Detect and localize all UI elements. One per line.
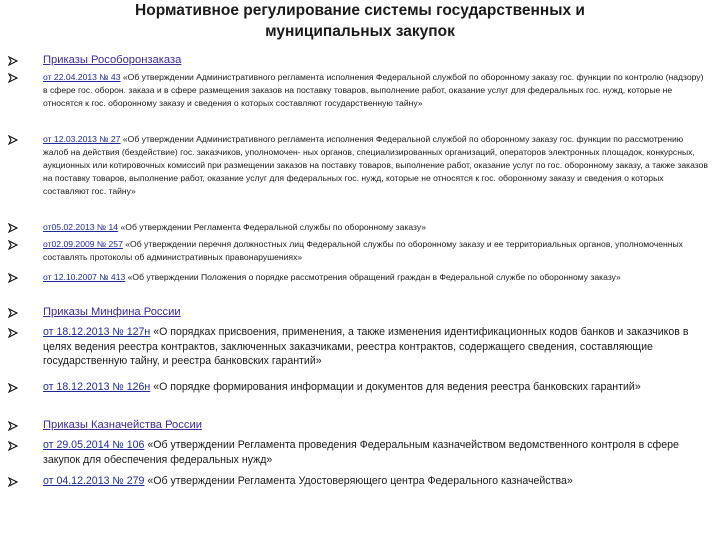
order-link[interactable]: от 18.12.2013 № 126н (43, 381, 151, 393)
arrow-bullet-icon (8, 73, 18, 83)
section-heading-kaznacheistvo[interactable]: Приказы Казначейства России (43, 419, 202, 431)
order-link[interactable]: от 18.12.2013 № 127н (43, 326, 151, 338)
order-description: «Об утверждении Положения о порядке рассмотрения обращений граждан в Федеральной службе по оборонному заказу» (125, 272, 621, 282)
order-description: «Об утверждении Регламента Федеральной службы по оборонному заказу» (118, 222, 427, 232)
order-link[interactable]: от 04.12.2013 № 279 (43, 475, 145, 487)
arrow-bullet-icon (8, 223, 18, 233)
order-link[interactable]: от05.02.2013 № 14 (43, 222, 119, 232)
arrow-bullet-icon (8, 328, 18, 338)
order-description: «Об утверждении перечня должностных лиц Федеральной службы по оборонному заказу и ее территориальных органов, уполномоченных составлять протоколы об административных правонарушениях» (43, 239, 683, 262)
arrow-bullet-icon (8, 240, 18, 250)
title-line-2: муниципальных закупок (265, 23, 455, 40)
order-link[interactable]: от 29.05.2014 № 106 (43, 439, 145, 451)
arrow-bullet-icon (8, 383, 18, 393)
order-description: «Об утверждении Регламента проведения Федеральным казначейством ведомственного контроля в сфере закупок для обеспечения федеральных нужд» (43, 439, 679, 466)
section-heading-rosoboronzakaz[interactable]: Приказы Рособоронзаказа (43, 54, 182, 66)
order-link[interactable]: от 22.04.2013 № 43 (43, 72, 121, 82)
arrow-bullet-icon (8, 421, 18, 431)
order-description: «Об утверждении Административного регламента исполнения Федеральной службой по оборонному заказу гос. функции по рассмотрению жалоб на действия (бездействие) гос. заказчиков, уполномочен- ных органов, специализированных организаций, операторов электронных площадок, конкурсных, аукционных или котировочных комиссий при размещении заказов на поставку товаров, выполнение работ, оказание услуг по гос. оборонному заказу, а также заказов на поставку товаров, выполнение работ, оказание услуг для федеральных гос. нужд, которые не относятся к гос. оборонному заказу и сведения о которых составляют гос. тайну» (43, 134, 708, 196)
arrow-bullet-icon (8, 441, 18, 451)
arrow-bullet-icon (8, 308, 18, 318)
order-description: «Об утверждении Административного регламента исполнения Федеральной службой по оборонному заказу гос. функции по контролю (надзору) в сфере гос. оборон. заказа и в сфере размещения заказов на поставку товаров, выполнение работ, оказание услуг для федеральных гос. нужд, которые не относятся к гос. оборонному заказу и сведения о которых составляют государственную тайну» (43, 72, 704, 108)
section-heading-minfin[interactable]: Приказы Минфина России (43, 306, 181, 318)
order-link[interactable]: от 12.03.2013 № 27 (43, 134, 121, 144)
arrow-bullet-icon (8, 273, 18, 283)
order-link[interactable]: от02.09.2009 № 257 (43, 239, 123, 249)
arrow-bullet-icon (8, 56, 18, 66)
arrow-bullet-icon (8, 135, 18, 145)
arrow-bullet-icon (8, 477, 18, 487)
order-link[interactable]: от 12.10.2007 № 413 (43, 272, 126, 282)
order-description: «Об утверждении Регламента Удостоверяющего центра Федерального казначейства» (144, 475, 573, 487)
title-line-1: Нормативное регулирование системы государственных и (135, 2, 585, 19)
order-description: «О порядке формирования информации и документов для ведения реестра банковских гарантий» (150, 381, 641, 393)
order-description: «О порядках присвоения, применения, а также изменения идентификационных кодов банков и заказчиков в целях ведения реестра контрактов, заключенных заказчиками, реестра контрактов, содержащего сведения, составляющие государственную тайну, и реестра банковских гарантий» (43, 326, 689, 368)
page-title (60, 0, 660, 42)
